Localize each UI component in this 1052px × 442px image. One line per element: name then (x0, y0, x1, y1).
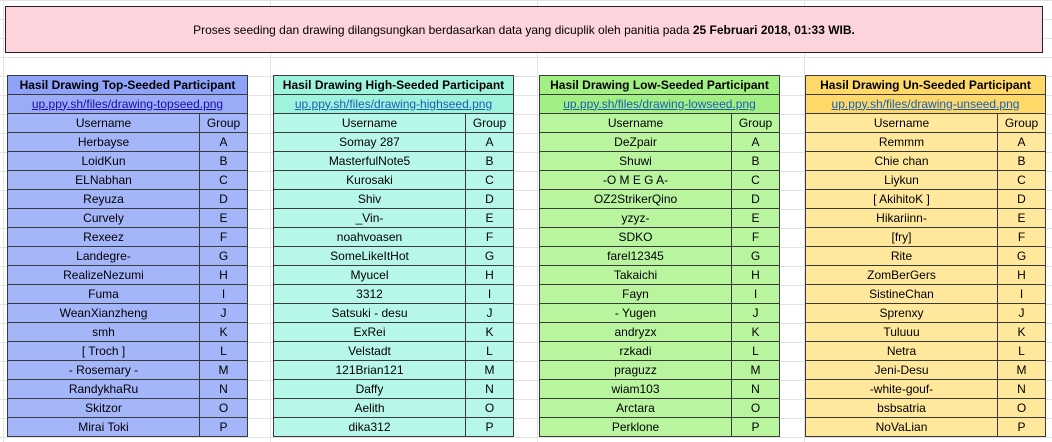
table-row (8, 266, 248, 285)
table-row (806, 171, 1046, 190)
table-row (8, 361, 248, 380)
group-cell[interactable]: J (732, 304, 780, 323)
username-cell[interactable]: Daffy (274, 380, 466, 399)
table-row (8, 399, 248, 418)
group-cell[interactable]: D (998, 190, 1046, 209)
table-row (274, 418, 514, 437)
group-cell[interactable]: L (466, 342, 514, 361)
username-cell[interactable]: Jeni-Desu (806, 361, 998, 380)
username-cell[interactable]: RandykhaRu (8, 380, 200, 399)
table-row (806, 285, 1046, 304)
table-row (274, 171, 514, 190)
username-cell[interactable]: 3312 (274, 285, 466, 304)
group-cell[interactable]: O (200, 399, 248, 418)
high-seeded-table (273, 75, 514, 437)
group-cell[interactable]: O (732, 399, 780, 418)
table-row (806, 418, 1046, 437)
username-cell[interactable]: wiam103 (540, 380, 732, 399)
group-cell[interactable]: C (732, 171, 780, 190)
group-cell[interactable]: P (200, 418, 248, 437)
username-cell[interactable]: Hikariinn- (806, 209, 998, 228)
username-cell[interactable]: DeZpair (540, 133, 732, 152)
group-cell[interactable]: B (466, 152, 514, 171)
group-cell[interactable]: H (998, 266, 1046, 285)
username-cell[interactable]: Rite (806, 247, 998, 266)
table-row (8, 285, 248, 304)
username-cell[interactable]: yzyz- (540, 209, 732, 228)
group-cell[interactable]: K (998, 323, 1046, 342)
username-cell[interactable]: andryzx (540, 323, 732, 342)
top-seeded-table (7, 75, 248, 437)
group-cell[interactable]: N (732, 380, 780, 399)
table-row (8, 418, 248, 437)
username-cell[interactable]: WeanXianzheng (8, 304, 200, 323)
column-header-username: Username (540, 114, 732, 133)
username-cell[interactable]: Netra (806, 342, 998, 361)
table-row (806, 133, 1046, 152)
group-cell[interactable]: J (466, 304, 514, 323)
group-cell[interactable]: L (998, 342, 1046, 361)
table-row (274, 399, 514, 418)
table-row (540, 418, 780, 437)
username-cell[interactable]: Reyuza (8, 190, 200, 209)
column-header-group: Group (732, 114, 780, 133)
group-cell[interactable]: P (998, 418, 1046, 437)
username-cell[interactable]: bsbsatria (806, 399, 998, 418)
group-cell[interactable]: E (200, 209, 248, 228)
group-cell[interactable]: O (466, 399, 514, 418)
table-row (540, 171, 780, 190)
table-row (8, 247, 248, 266)
group-cell[interactable]: B (732, 152, 780, 171)
group-cell[interactable]: C (998, 171, 1046, 190)
table-row (540, 228, 780, 247)
table-title: Hasil Drawing Top-Seeded Participant (8, 76, 248, 95)
table-link-cell (806, 95, 1046, 114)
table-row (806, 323, 1046, 342)
username-cell[interactable]: OZ2StrikerQino (540, 190, 732, 209)
group-cell[interactable]: H (466, 266, 514, 285)
group-cell[interactable]: A (200, 133, 248, 152)
column-header-username: Username (274, 114, 466, 133)
table-row (540, 190, 780, 209)
username-cell[interactable]: Shiv (274, 190, 466, 209)
username-cell[interactable]: dika312 (274, 418, 466, 437)
table-row (274, 209, 514, 228)
group-cell[interactable]: F (200, 228, 248, 247)
drawing-image-link[interactable]: up.ppy.sh/files/drawing-lowseed.png (563, 96, 756, 111)
group-cell[interactable]: K (200, 323, 248, 342)
table-row (8, 133, 248, 152)
table-row (8, 152, 248, 171)
column-header-username: Username (806, 114, 998, 133)
group-cell[interactable]: D (200, 190, 248, 209)
column-header-group: Group (200, 114, 248, 133)
username-cell[interactable]: praguzz (540, 361, 732, 380)
table-row (806, 266, 1046, 285)
username-cell[interactable]: NoVaLian (806, 418, 998, 437)
group-cell[interactable]: B (998, 152, 1046, 171)
table-row (806, 190, 1046, 209)
table-row (540, 285, 780, 304)
group-cell[interactable]: M (998, 361, 1046, 380)
table-row (8, 323, 248, 342)
username-cell[interactable]: [ AkihitoK ] (806, 190, 998, 209)
username-cell[interactable]: Arctara (540, 399, 732, 418)
table-link-cell (540, 95, 780, 114)
group-cell[interactable]: E (466, 209, 514, 228)
table-row (806, 247, 1046, 266)
username-cell[interactable]: Myucel (274, 266, 466, 285)
username-cell[interactable]: Fuma (8, 285, 200, 304)
username-cell[interactable]: [fry] (806, 228, 998, 247)
group-cell[interactable]: J (998, 304, 1046, 323)
username-cell[interactable]: Takaichi (540, 266, 732, 285)
group-cell[interactable]: H (732, 266, 780, 285)
username-cell[interactable]: -white-gouf- (806, 380, 998, 399)
table-row (540, 209, 780, 228)
table-row (540, 399, 780, 418)
group-cell[interactable]: G (466, 247, 514, 266)
username-cell[interactable]: [ Troch ] (8, 342, 200, 361)
group-cell[interactable]: P (732, 418, 780, 437)
table-row (274, 133, 514, 152)
table-row (806, 342, 1046, 361)
group-cell[interactable]: G (998, 247, 1046, 266)
username-cell[interactable]: SomeLikeItHot (274, 247, 466, 266)
username-cell[interactable]: Skitzor (8, 399, 200, 418)
username-cell[interactable]: Chie chan (806, 152, 998, 171)
group-cell[interactable]: K (732, 323, 780, 342)
username-cell[interactable]: ZomBerGers (806, 266, 998, 285)
username-cell[interactable]: rzkadi (540, 342, 732, 361)
drawing-image-link[interactable]: up.ppy.sh/files/drawing-unseed.png (831, 96, 1020, 111)
column-header-username: Username (8, 114, 200, 133)
group-cell[interactable]: M (200, 361, 248, 380)
table-row (274, 380, 514, 399)
username-cell[interactable]: Shuwi (540, 152, 732, 171)
table-row (8, 380, 248, 399)
username-cell[interactable]: Rexeez (8, 228, 200, 247)
group-cell[interactable]: D (466, 190, 514, 209)
username-cell[interactable]: Fayn (540, 285, 732, 304)
table-row (274, 228, 514, 247)
group-cell[interactable]: A (998, 133, 1046, 152)
group-cell[interactable]: M (466, 361, 514, 380)
group-cell[interactable]: G (200, 247, 248, 266)
username-cell[interactable]: Sprenxy (806, 304, 998, 323)
username-cell[interactable]: Tuluuu (806, 323, 998, 342)
table-title: Hasil Drawing Low-Seeded Participant (540, 76, 780, 95)
group-cell[interactable]: C (200, 171, 248, 190)
group-cell[interactable]: P (466, 418, 514, 437)
column-header-group: Group (998, 114, 1046, 133)
group-cell[interactable]: M (732, 361, 780, 380)
group-cell[interactable]: B (200, 152, 248, 171)
table-row (274, 323, 514, 342)
table-row (8, 342, 248, 361)
group-cell[interactable]: L (200, 342, 248, 361)
username-cell[interactable]: Kurosaki (274, 171, 466, 190)
username-cell[interactable]: ELNabhan (8, 171, 200, 190)
group-cell[interactable]: N (998, 380, 1046, 399)
table-row (8, 209, 248, 228)
group-cell[interactable]: D (732, 190, 780, 209)
table-row (8, 171, 248, 190)
group-cell[interactable]: F (998, 228, 1046, 247)
group-cell[interactable]: J (200, 304, 248, 323)
group-cell[interactable]: I (200, 285, 248, 304)
username-cell[interactable]: Herbayse (8, 133, 200, 152)
table-row (540, 342, 780, 361)
table-row (540, 266, 780, 285)
username-cell[interactable]: - Yugen (540, 304, 732, 323)
drawing-image-link[interactable]: up.ppy.sh/files/drawing-topseed.png (31, 96, 224, 111)
table-row (274, 342, 514, 361)
un-seeded-table (805, 75, 1046, 437)
table-row (274, 361, 514, 380)
table-row (540, 247, 780, 266)
table-row (274, 152, 514, 171)
username-cell[interactable]: farel12345 (540, 247, 732, 266)
group-cell[interactable]: E (732, 209, 780, 228)
table-row (274, 266, 514, 285)
banner-text: Proses seeding dan drawing dilangsungkan berdasarkan data yang dicuplik oleh panitia pada (193, 22, 690, 37)
username-cell[interactable]: SistineChan (806, 285, 998, 304)
group-cell[interactable]: E (998, 209, 1046, 228)
username-cell[interactable]: Liykun (806, 171, 998, 190)
info-banner (5, 6, 1043, 53)
table-row (274, 304, 514, 323)
username-cell[interactable]: 121Brian121 (274, 361, 466, 380)
table-row (806, 399, 1046, 418)
table-link-cell (274, 95, 514, 114)
table-row (540, 152, 780, 171)
low-seeded-table (539, 75, 780, 437)
table-row (806, 361, 1046, 380)
table-row (806, 228, 1046, 247)
group-cell[interactable]: L (732, 342, 780, 361)
table-row (274, 247, 514, 266)
table-row (274, 285, 514, 304)
table-row (8, 228, 248, 247)
table-row (274, 190, 514, 209)
banner-date: 25 Februari 2018, 01:33 WIB. (692, 22, 855, 37)
table-row (8, 190, 248, 209)
drawing-image-link[interactable]: up.ppy.sh/files/drawing-highseed.png (294, 96, 493, 111)
username-cell[interactable]: SDKO (540, 228, 732, 247)
table-row (806, 209, 1046, 228)
username-cell[interactable]: Curvely (8, 209, 200, 228)
table-row (540, 133, 780, 152)
username-cell[interactable]: LoidKun (8, 152, 200, 171)
group-cell[interactable]: A (466, 133, 514, 152)
group-cell[interactable]: I (998, 285, 1046, 304)
username-cell[interactable]: Satsuki - desu (274, 304, 466, 323)
group-cell[interactable]: I (466, 285, 514, 304)
username-cell[interactable]: - Rosemary - (8, 361, 200, 380)
username-cell[interactable]: Somay 287 (274, 133, 466, 152)
username-cell[interactable]: RealizeNezumi (8, 266, 200, 285)
username-cell[interactable]: Remmm (806, 133, 998, 152)
table-row (806, 152, 1046, 171)
username-cell[interactable]: -O M E G A- (540, 171, 732, 190)
table-row (540, 380, 780, 399)
table-row (540, 304, 780, 323)
username-cell[interactable]: Mirai Toki (8, 418, 200, 437)
group-cell[interactable]: O (998, 399, 1046, 418)
table-row (540, 361, 780, 380)
table-row (806, 380, 1046, 399)
group-cell[interactable]: K (466, 323, 514, 342)
table-title: Hasil Drawing Un-Seeded Participant (806, 76, 1046, 95)
table-title: Hasil Drawing High-Seeded Participant (274, 76, 514, 95)
table-row (540, 323, 780, 342)
username-cell[interactable]: Landegre- (8, 247, 200, 266)
table-row (8, 304, 248, 323)
group-cell[interactable]: C (466, 171, 514, 190)
username-cell[interactable]: MasterfulNote5 (274, 152, 466, 171)
group-cell[interactable]: H (200, 266, 248, 285)
group-cell[interactable]: G (732, 247, 780, 266)
table-link-cell (8, 95, 248, 114)
username-cell[interactable]: smh (8, 323, 200, 342)
username-cell[interactable]: _Vin- (274, 209, 466, 228)
group-cell[interactable]: A (732, 133, 780, 152)
group-cell[interactable]: I (732, 285, 780, 304)
username-cell[interactable]: Velstadt (274, 342, 466, 361)
username-cell[interactable]: Perklone (540, 418, 732, 437)
username-cell[interactable]: noahvoasen (274, 228, 466, 247)
group-cell[interactable]: N (200, 380, 248, 399)
group-cell[interactable]: F (466, 228, 514, 247)
column-header-group: Group (466, 114, 514, 133)
username-cell[interactable]: Aelith (274, 399, 466, 418)
group-cell[interactable]: N (466, 380, 514, 399)
table-row (806, 304, 1046, 323)
group-cell[interactable]: F (732, 228, 780, 247)
username-cell[interactable]: ExRei (274, 323, 466, 342)
